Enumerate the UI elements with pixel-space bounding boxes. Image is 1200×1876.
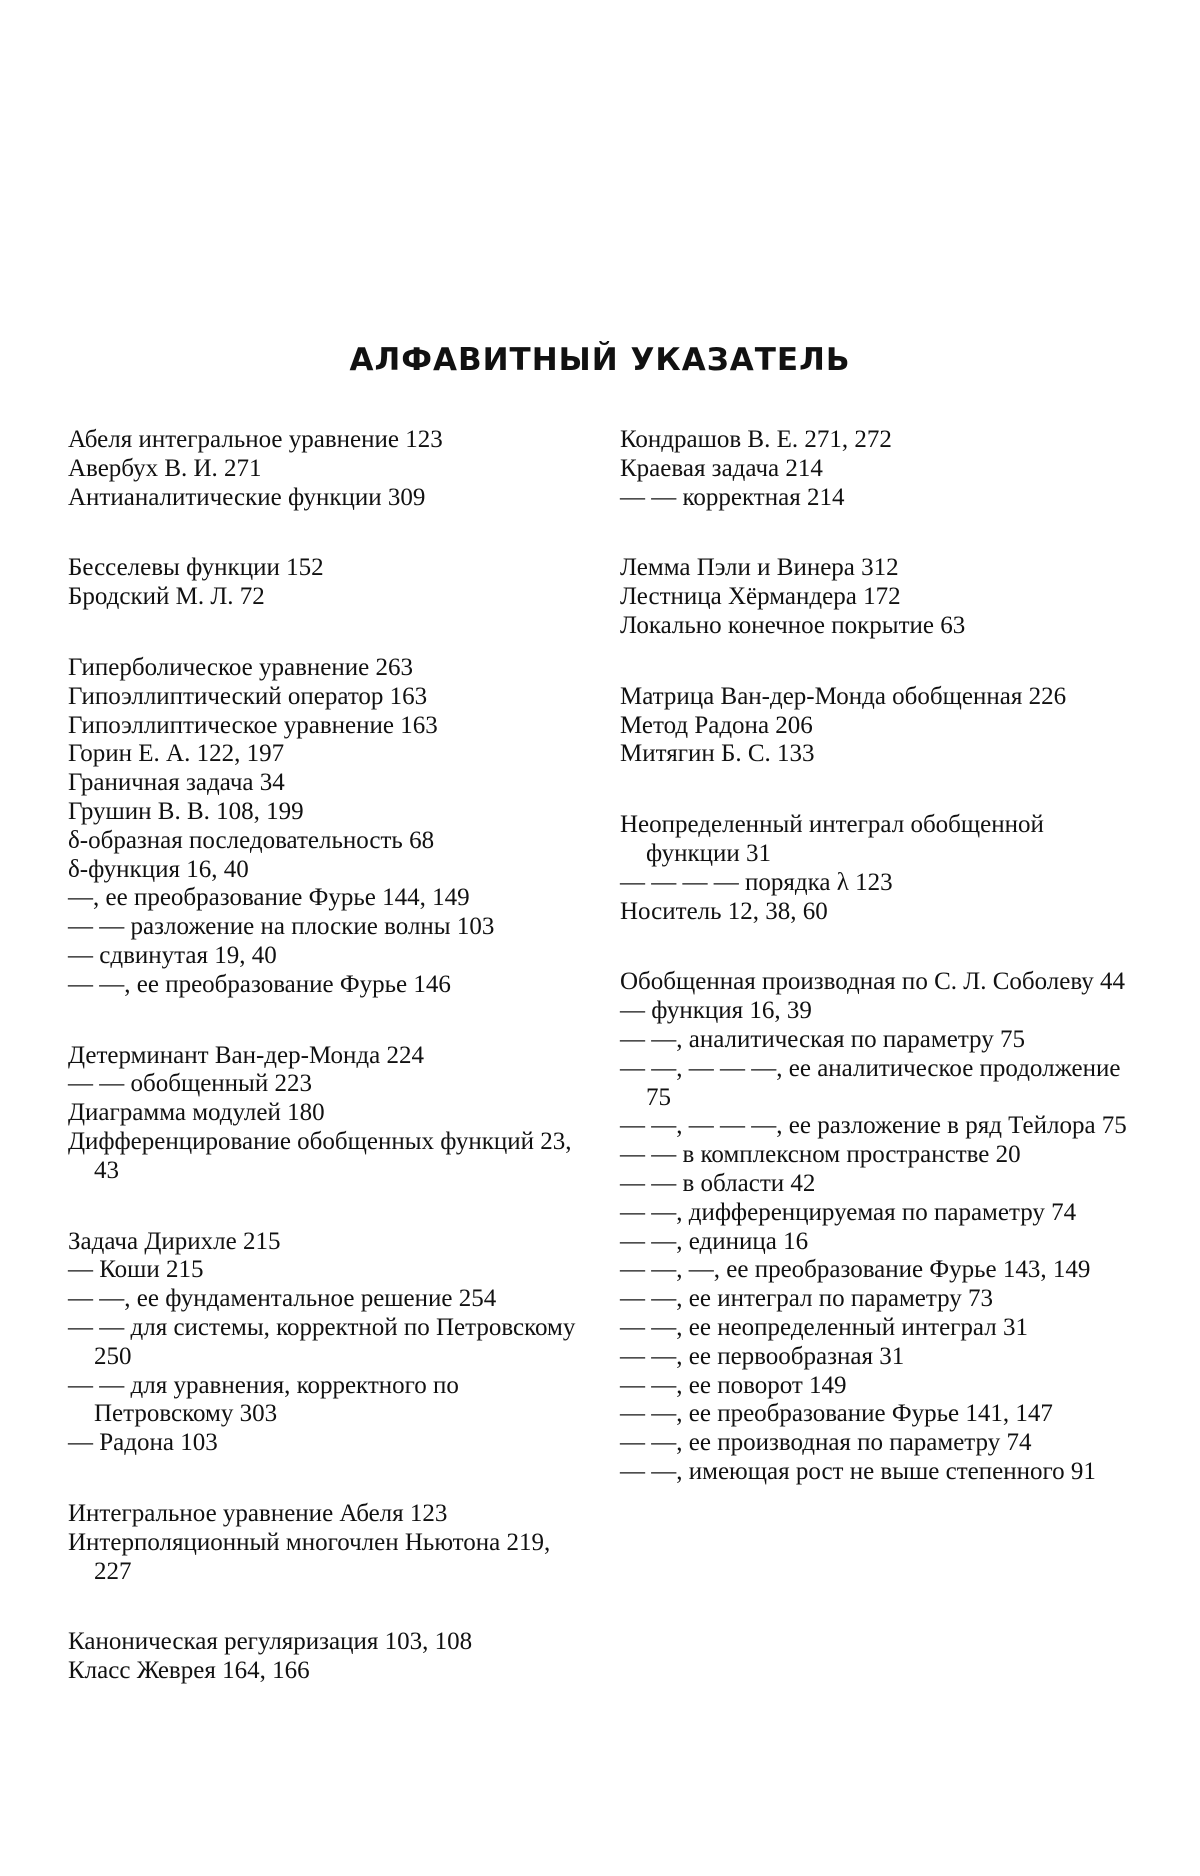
index-column-right (620, 426, 1140, 1529)
index-letter-group (68, 426, 583, 512)
index-entry: Каноническая регуляризация 103, 108 (68, 1628, 583, 1657)
index-letter-group (620, 554, 1140, 640)
index-entry: Задача Дирихле 215 (68, 1228, 583, 1257)
index-column-left (68, 426, 583, 1728)
index-entry: Горин Е. А. 122, 197 (68, 740, 583, 769)
index-entry: — — в комплексном пространстве 20 (620, 1141, 1140, 1170)
index-entry: Кондрашов В. Е. 271, 272 (620, 426, 1140, 455)
index-entry: — —, аналитическая по параметру 75 (620, 1026, 1140, 1055)
index-entry: — Радона 103 (68, 1429, 583, 1458)
index-entry: — — разложение на плоские волны 103 (68, 913, 583, 942)
index-entry: Локально конечное покрытие 63 (620, 612, 1140, 641)
index-entry: Метод Радона 206 (620, 712, 1140, 741)
index-entry: — —, ее преобразование Фурье 141, 147 (620, 1400, 1140, 1429)
index-letter-group (68, 1628, 583, 1686)
index-entry: Диаграмма модулей 180 (68, 1099, 583, 1128)
index-entry: Гипоэллиптическое уравнение 163 (68, 712, 583, 741)
index-entry: Детерминант Ван-дер-Монда 224 (68, 1042, 583, 1071)
index-entry: — —, — — —, ее разложение в ряд Тейлора 75 (620, 1112, 1140, 1141)
index-entry: Грушин В. В. 108, 199 (68, 798, 583, 827)
index-entry: Лемма Пэли и Винера 312 (620, 554, 1140, 583)
index-entry: Дифференцирование обобщенных функций 23, 43 (68, 1128, 583, 1186)
index-entry: Матрица Ван-дер-Монда обобщенная 226 (620, 683, 1140, 712)
index-entry: Бродский М. Л. 72 (68, 583, 583, 612)
index-entry: Класс Жеврея 164, 166 (68, 1657, 583, 1686)
index-entry: — —, ее неопределенный интеграл 31 (620, 1314, 1140, 1343)
index-entry: —, ее преобразование Фурье 144, 149 (68, 884, 583, 913)
index-entry: — —, ее производная по параметру 74 (620, 1429, 1140, 1458)
index-entry: Антианалитические функции 309 (68, 484, 583, 513)
index-letter-group (620, 683, 1140, 769)
index-entry: Граничная задача 34 (68, 769, 583, 798)
index-entry: — —, ее поворот 149 (620, 1372, 1140, 1401)
index-letter-group (68, 554, 583, 612)
index-entry: — — обобщенный 223 (68, 1070, 583, 1099)
index-entry: Носитель 12, 38, 60 (620, 898, 1140, 927)
index-letter-group (620, 811, 1140, 926)
index-entry: — — для системы, корректной по Петровскому 250 (68, 1314, 583, 1372)
index-entry: Краевая задача 214 (620, 455, 1140, 484)
index-entry: — Коши 215 (68, 1256, 583, 1285)
index-letter-group (68, 654, 583, 1000)
index-entry: — — корректная 214 (620, 484, 1140, 513)
index-entry: — —, — — —, ее аналитическое продолжение 75 (620, 1055, 1140, 1113)
index-entry: — — в области 42 (620, 1170, 1140, 1199)
index-entry: — —, —, ее преобразование Фурье 143, 149 (620, 1256, 1140, 1285)
index-entry: δ-функция 16, 40 (68, 856, 583, 885)
index-entry: Неопределенный интеграл обобщенной функции 31 (620, 811, 1140, 869)
index-letter-group (620, 968, 1140, 1486)
index-entry: Лестница Хёрмандера 172 (620, 583, 1140, 612)
index-entry: Бесселевы функции 152 (68, 554, 583, 583)
index-entry: — —, ее первообразная 31 (620, 1343, 1140, 1372)
index-entry: Гиперболическое уравнение 263 (68, 654, 583, 683)
index-entry: — —, ее фундаментальное решение 254 (68, 1285, 583, 1314)
index-entry: — — — — порядка λ 123 (620, 869, 1140, 898)
index-page (0, 0, 1200, 1876)
index-entry: Авербух В. И. 271 (68, 455, 583, 484)
index-letter-group (68, 1500, 583, 1586)
index-letter-group (68, 1042, 583, 1186)
index-entry: — функция 16, 39 (620, 997, 1140, 1026)
index-entry: Интерполяционный многочлен Ньютона 219, 227 (68, 1529, 583, 1587)
index-entry: — — для уравнения, корректного по Петровскому 303 (68, 1372, 583, 1430)
index-letter-group (68, 1228, 583, 1458)
page-title: АЛФАВИТНЫЙ УКАЗАТЕЛЬ (0, 342, 1200, 378)
index-entry: — сдвинутая 19, 40 (68, 942, 583, 971)
index-entry: Гипоэллиптический оператор 163 (68, 683, 583, 712)
index-entry: Интегральное уравнение Абеля 123 (68, 1500, 583, 1529)
index-entry: — —, ее интеграл по параметру 73 (620, 1285, 1140, 1314)
index-entry: — —, имеющая рост не выше степенного 91 (620, 1458, 1140, 1487)
index-entry: — —, ее преобразование Фурье 146 (68, 971, 583, 1000)
index-entry: δ-образная последовательность 68 (68, 827, 583, 856)
index-entry: — —, единица 16 (620, 1228, 1140, 1257)
index-entry: — —, дифференцируемая по параметру 74 (620, 1199, 1140, 1228)
index-entry: Митягин Б. С. 133 (620, 740, 1140, 769)
index-letter-group (620, 426, 1140, 512)
index-entry: Абеля интегральное уравнение 123 (68, 426, 583, 455)
index-entry: Обобщенная производная по С. Л. Соболеву 44 (620, 968, 1140, 997)
